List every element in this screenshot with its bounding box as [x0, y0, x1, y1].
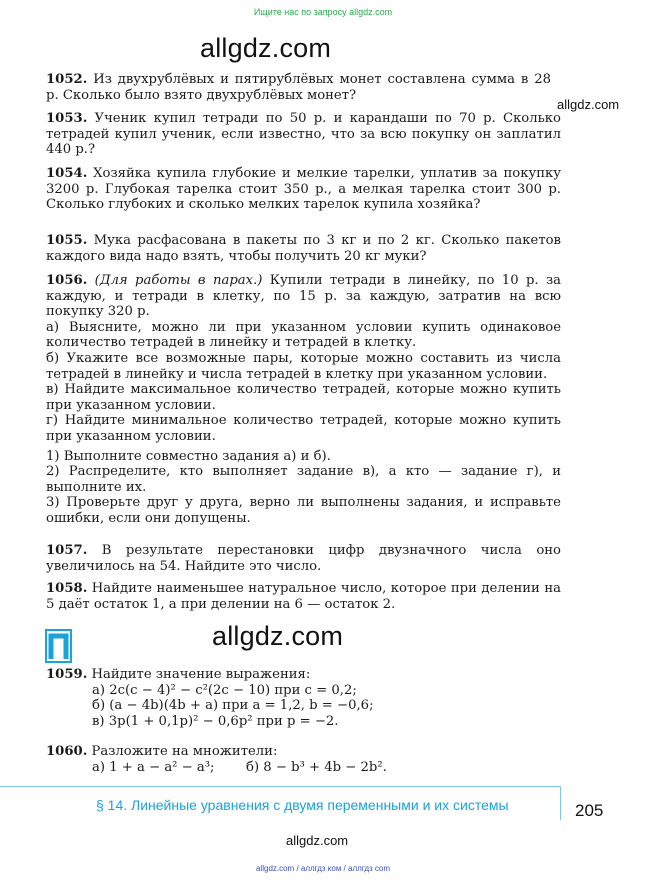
problem-number: 1056. [46, 273, 88, 288]
subtask-b: б) Укажите все возможные пары, которые можно составить из числа тетрадей в линейку и числа тетрадей в клетку при указанном условии. [46, 350, 561, 382]
watermark-bottom: allgdz.com [286, 833, 349, 848]
problem-1060 [46, 744, 561, 776]
problem-text: Мука расфасована в пакеты по 3 кг и по 2 кг. Сколько пакетов каждого вида надо взять, чтобы получить 20 кг муки? [46, 233, 561, 264]
problem-1052 [46, 72, 551, 103]
problem-text: Найдите значение выражения: [91, 667, 311, 682]
step-2: 2) Распределите, кто выполняет задание в), а кто — задание г), и выполните их. [46, 464, 561, 495]
expression-a: а) 2c(c − 4)² − c²(2c − 10) при c = 0,2; [92, 682, 357, 698]
problem-1057 [46, 543, 561, 574]
problem-number: 1052. [46, 72, 88, 87]
problem-1053 [46, 111, 561, 158]
subtask-c: в) Найдите максимальное количество тетрадей, которые можно купить при указанном условии. [46, 382, 561, 413]
top-banner[interactable]: Ищите нас по запросу allgdz.com [253, 7, 393, 17]
problem-text: Разложите на множители: [91, 744, 278, 759]
problem-number: 1060. [46, 744, 88, 759]
expression-b: б) 8 − b³ + 4b − 2b². [246, 759, 387, 775]
subtask-a: а) Выясните, можно ли при указанном условии купить одинаковое количество тетрадей в линейку и тетрадей в клетку. [46, 319, 561, 351]
expression-b: б) (a − 4b)(4b + a) при a = 1,2, b = −0,6; [92, 698, 374, 714]
problem-1054 [46, 166, 561, 213]
footer-page-divider [560, 786, 561, 820]
problem-text: Найдите наименьшее натуральное число, которое при делении на 5 даёт остаток 1, а при делении на 6 — остаток 2. [46, 581, 561, 612]
step-3: 3) Проверьте друг у друга, верно ли выполнены задания, и исправьте ошибки, если они допущены. [46, 495, 561, 526]
watermark-middle: allgdz.com [212, 621, 344, 651]
step-1: 1) Выполните совместно задания а) и б). [46, 448, 331, 464]
problem-number: 1058. [46, 581, 88, 596]
expressions-row [46, 760, 561, 776]
expression-a: а) 1 + a − a² − a³; [92, 759, 215, 775]
problem-1059 [46, 667, 561, 729]
problem-number: 1055. [46, 233, 88, 248]
section-title: § 14. Линейные уравнения с двумя переменными и их системы [96, 797, 509, 813]
problem-number: 1057. [46, 543, 88, 558]
problem-1058 [46, 581, 561, 612]
watermark-right: allgdz.com [557, 97, 620, 112]
problem-number: 1053. [46, 111, 88, 126]
problem-number: 1054. [46, 166, 88, 181]
expression-c: в) 3p(1 + 0,1p)² − 0,6p² при p = −2. [92, 713, 339, 729]
bottom-banner[interactable]: allgdz.com / аллгдз ком / аллгдз com [255, 864, 391, 873]
practice-section-marker-icon [45, 629, 72, 663]
problem-1055 [46, 233, 561, 264]
problem-text: Купили тетради в линейку, по 10 р. за каждую, и тетради в клетку, по 15 р. за каждую, затратив на всю покупку 320 р. [46, 273, 561, 320]
problem-number: 1059. [46, 667, 88, 682]
problem-text: Из двухрублёвых и пятирублёвых монет составлена сумма в 28 р. Сколько было взято двухрублёвых монет? [46, 72, 551, 103]
problem-1056 [46, 273, 561, 527]
problem-text: Ученик купил тетради по 50 р. и карандаши по 70 р. Сколько тетрадей купил ученик, если известно, что за всю покупку он заплатил 440 р.? [46, 111, 561, 158]
page-number: 205 [575, 801, 604, 820]
watermark-top: allgdz.com [200, 33, 332, 63]
problem-text: Хозяйка купила глубокие и мелкие тарелки, уплатив за покупку 3200 р. Глубокая тарелка стоит 350 р., а мелкая тарелка стоит 300 р. Сколько глубоких и сколько мелких тарелок купила хозяйка? [46, 166, 561, 213]
problem-pair-work-note: (Для работы в парах.) [94, 273, 263, 288]
subtask-d: г) Найдите минимальное количество тетрадей, которые можно купить при указанном условии. [46, 413, 561, 444]
problem-text: В результате перестановки цифр двузначного числа оно увеличилось на 54. Найдите это число. [46, 543, 561, 574]
footer-rule [0, 786, 560, 787]
